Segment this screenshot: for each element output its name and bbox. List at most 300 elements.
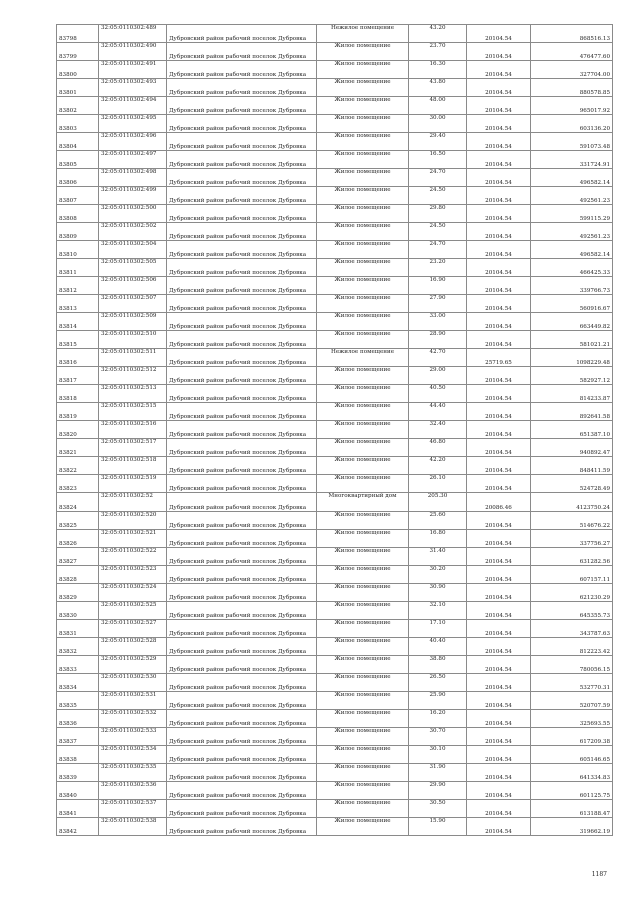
area-cell: 31.40 xyxy=(409,548,467,566)
address-cell: Дубровский район рабочий поселок Дубровка xyxy=(167,277,317,295)
cadastral-number-cell: 32:05:0110302:529 xyxy=(99,656,167,674)
object-type-cell: Жилое помещение xyxy=(317,241,409,259)
cadastral-value-cell: 327704.00 xyxy=(531,61,613,79)
area-cell: 33.00 xyxy=(409,313,467,331)
cadastral-number-cell: 32:05:0110302:515 xyxy=(99,403,167,421)
row-number-cell: 83805 xyxy=(57,151,99,169)
cadastral-value-cell: 617209.38 xyxy=(531,728,613,746)
cadastral-value-cell: 1098229.48 xyxy=(531,349,613,367)
cadastral-value-cell: 337756.27 xyxy=(531,530,613,548)
address-cell: Дубровский район рабочий поселок Дубровка xyxy=(167,61,317,79)
registry-rows xyxy=(57,25,613,836)
cadastral-value-cell: 343787.63 xyxy=(531,620,613,638)
cadastral-value-cell: 868516.13 xyxy=(531,25,613,43)
area-cell: 31.90 xyxy=(409,764,467,782)
unit-price-cell: 20104.54 xyxy=(467,169,531,187)
row-number-cell: 83837 xyxy=(57,728,99,746)
object-type-cell: Многоквартирный дом xyxy=(317,493,409,512)
cadastral-value-cell: 603136.20 xyxy=(531,115,613,133)
object-type-cell: Жилое помещение xyxy=(317,475,409,493)
area-cell: 16.80 xyxy=(409,530,467,548)
cadastral-value-cell: 965017.92 xyxy=(531,97,613,115)
cadastral-value-cell: 466425.33 xyxy=(531,259,613,277)
cadastral-number-cell: 32:05:0110302:499 xyxy=(99,187,167,205)
table-row xyxy=(57,512,613,530)
page-number: 1187 xyxy=(591,871,607,878)
address-cell: Дубровский район рабочий поселок Дубровка xyxy=(167,692,317,710)
table-row xyxy=(57,620,613,638)
row-number-cell: 83817 xyxy=(57,367,99,385)
unit-price-cell: 20104.54 xyxy=(467,205,531,223)
address-cell: Дубровский район рабочий поселок Дубровка xyxy=(167,602,317,620)
address-cell: Дубровский район рабочий поселок Дубровка xyxy=(167,710,317,728)
object-type-cell: Жилое помещение xyxy=(317,223,409,241)
cadastral-number-cell: 32:05:0110302:517 xyxy=(99,439,167,457)
object-type-cell: Жилое помещение xyxy=(317,295,409,313)
address-cell: Дубровский район рабочий поселок Дубровка xyxy=(167,638,317,656)
row-number-cell: 83804 xyxy=(57,133,99,151)
object-type-cell: Жилое помещение xyxy=(317,385,409,403)
unit-price-cell: 20104.54 xyxy=(467,620,531,638)
area-cell: 23.70 xyxy=(409,43,467,61)
unit-price-cell: 20104.54 xyxy=(467,530,531,548)
address-cell: Дубровский район рабочий поселок Дубровка xyxy=(167,313,317,331)
row-number-cell: 83811 xyxy=(57,259,99,277)
table-row xyxy=(57,439,613,457)
cadastral-number-cell: 32:05:0110302:493 xyxy=(99,79,167,97)
cadastral-value-cell: 532770.31 xyxy=(531,674,613,692)
table-row xyxy=(57,169,613,187)
cadastral-number-cell: 32:05:0110302:495 xyxy=(99,115,167,133)
table-row xyxy=(57,259,613,277)
object-type-cell: Жилое помещение xyxy=(317,764,409,782)
address-cell: Дубровский район рабочий поселок Дубровка xyxy=(167,620,317,638)
table-row xyxy=(57,151,613,169)
unit-price-cell: 20104.54 xyxy=(467,277,531,295)
unit-price-cell: 25719.65 xyxy=(467,349,531,367)
cadastral-number-cell: 32:05:0110302:500 xyxy=(99,205,167,223)
unit-price-cell: 20104.54 xyxy=(467,475,531,493)
area-cell: 44.40 xyxy=(409,403,467,421)
cadastral-number-cell: 32:05:0110302:511 xyxy=(99,349,167,367)
address-cell: Дубровский район рабочий поселок Дубровка xyxy=(167,764,317,782)
table-row xyxy=(57,548,613,566)
area-cell: 16.30 xyxy=(409,61,467,79)
table-row xyxy=(57,349,613,367)
cadastral-number-cell: 32:05:0110302:513 xyxy=(99,385,167,403)
unit-price-cell: 20104.54 xyxy=(467,710,531,728)
row-number-cell: 83812 xyxy=(57,277,99,295)
table-row xyxy=(57,133,613,151)
object-type-cell: Жилое помещение xyxy=(317,530,409,548)
unit-price-cell: 20104.54 xyxy=(467,151,531,169)
table-row xyxy=(57,530,613,548)
address-cell: Дубровский район рабочий поселок Дубровка xyxy=(167,241,317,259)
unit-price-cell: 20104.54 xyxy=(467,584,531,602)
address-cell: Дубровский район рабочий поселок Дубровка xyxy=(167,421,317,439)
table-row xyxy=(57,313,613,331)
object-type-cell: Жилое помещение xyxy=(317,692,409,710)
cadastral-value-cell: 591073.48 xyxy=(531,133,613,151)
area-cell: 23.20 xyxy=(409,259,467,277)
area-cell: 24.50 xyxy=(409,223,467,241)
object-type-cell: Жилое помещение xyxy=(317,115,409,133)
table-row xyxy=(57,79,613,97)
address-cell: Дубровский район рабочий поселок Дубровка xyxy=(167,403,317,421)
area-cell: 16.90 xyxy=(409,277,467,295)
row-number-cell: 83824 xyxy=(57,493,99,512)
cadastral-value-cell: 496582.14 xyxy=(531,241,613,259)
unit-price-cell: 20104.54 xyxy=(467,97,531,115)
object-type-cell: Жилое помещение xyxy=(317,728,409,746)
address-cell: Дубровский район рабочий поселок Дубровка xyxy=(167,205,317,223)
object-type-cell: Нежилое помещение xyxy=(317,25,409,43)
table-row xyxy=(57,61,613,79)
unit-price-cell: 20104.54 xyxy=(467,602,531,620)
row-number-cell: 83839 xyxy=(57,764,99,782)
cadastral-value-cell: 848411.59 xyxy=(531,457,613,475)
cadastral-number-cell: 32:05:0110302:512 xyxy=(99,367,167,385)
address-cell: Дубровский район рабочий поселок Дубровка xyxy=(167,548,317,566)
object-type-cell: Жилое помещение xyxy=(317,638,409,656)
object-type-cell: Жилое помещение xyxy=(317,367,409,385)
cadastral-number-cell: 32:05:0110302:519 xyxy=(99,475,167,493)
row-number-cell: 83814 xyxy=(57,313,99,331)
address-cell: Дубровский район рабочий поселок Дубровка xyxy=(167,385,317,403)
cadastral-value-cell: 339766.73 xyxy=(531,277,613,295)
area-cell: 46.80 xyxy=(409,439,467,457)
area-cell: 16.50 xyxy=(409,151,467,169)
row-number-cell: 83833 xyxy=(57,656,99,674)
table-row xyxy=(57,43,613,61)
cadastral-number-cell: 32:05:0110302:528 xyxy=(99,638,167,656)
table-row xyxy=(57,403,613,421)
area-cell: 43.80 xyxy=(409,79,467,97)
cadastral-value-cell: 663449.82 xyxy=(531,313,613,331)
area-cell: 26.50 xyxy=(409,674,467,692)
address-cell: Дубровский район рабочий поселок Дубровка xyxy=(167,331,317,349)
address-cell: Дубровский район рабочий поселок Дубровка xyxy=(167,656,317,674)
cadastral-value-cell: 492561.23 xyxy=(531,187,613,205)
unit-price-cell: 20104.54 xyxy=(467,566,531,584)
address-cell: Дубровский район рабочий поселок Дубровка xyxy=(167,187,317,205)
unit-price-cell: 20104.54 xyxy=(467,692,531,710)
row-number-cell: 83828 xyxy=(57,566,99,584)
area-cell: 26.10 xyxy=(409,475,467,493)
area-cell: 17.10 xyxy=(409,620,467,638)
cadastral-value-cell: 605146.65 xyxy=(531,746,613,764)
cadastral-value-cell: 319662.19 xyxy=(531,818,613,836)
cadastral-value-cell: 560916.67 xyxy=(531,295,613,313)
cadastral-number-cell: 32:05:0110302:522 xyxy=(99,548,167,566)
row-number-cell: 83808 xyxy=(57,205,99,223)
address-cell: Дубровский район рабочий поселок Дубровка xyxy=(167,746,317,764)
area-cell: 29.40 xyxy=(409,133,467,151)
cadastral-number-cell: 32:05:0110302:535 xyxy=(99,764,167,782)
table-row xyxy=(57,367,613,385)
address-cell: Дубровский район рабочий поселок Дубровка xyxy=(167,800,317,818)
table-row xyxy=(57,800,613,818)
cadastral-number-cell: 32:05:0110302:532 xyxy=(99,710,167,728)
cadastral-number-cell: 32:05:0110302:520 xyxy=(99,512,167,530)
cadastral-number-cell: 32:05:0110302:527 xyxy=(99,620,167,638)
unit-price-cell: 20104.54 xyxy=(467,61,531,79)
cadastral-number-cell: 32:05:0110302:502 xyxy=(99,223,167,241)
address-cell: Дубровский район рабочий поселок Дубровка xyxy=(167,584,317,602)
cadastral-value-cell: 331724.91 xyxy=(531,151,613,169)
area-cell: 28.90 xyxy=(409,331,467,349)
row-number-cell: 83800 xyxy=(57,61,99,79)
cadastral-number-cell: 32:05:0110302:530 xyxy=(99,674,167,692)
table-row xyxy=(57,818,613,836)
object-type-cell: Жилое помещение xyxy=(317,584,409,602)
cadastral-number-cell: 32:05:0110302:536 xyxy=(99,782,167,800)
area-cell: 24.70 xyxy=(409,241,467,259)
object-type-cell: Жилое помещение xyxy=(317,259,409,277)
area-cell: 29.90 xyxy=(409,782,467,800)
address-cell: Дубровский район рабочий поселок Дубровка xyxy=(167,25,317,43)
row-number-cell: 83799 xyxy=(57,43,99,61)
cadastral-value-cell: 613188.47 xyxy=(531,800,613,818)
area-cell: 27.90 xyxy=(409,295,467,313)
cadastral-number-cell: 32:05:0110302:490 xyxy=(99,43,167,61)
area-cell: 25.90 xyxy=(409,692,467,710)
address-cell: Дубровский район рабочий поселок Дубровка xyxy=(167,367,317,385)
area-cell: 43.20 xyxy=(409,25,467,43)
row-number-cell: 83821 xyxy=(57,439,99,457)
unit-price-cell: 20104.54 xyxy=(467,187,531,205)
address-cell: Дубровский район рабочий поселок Дубровка xyxy=(167,782,317,800)
area-cell: 40.50 xyxy=(409,385,467,403)
cadastral-value-cell: 880578.85 xyxy=(531,79,613,97)
area-cell: 24.70 xyxy=(409,169,467,187)
object-type-cell: Жилое помещение xyxy=(317,602,409,620)
address-cell: Дубровский район рабочий поселок Дубровка xyxy=(167,818,317,836)
unit-price-cell: 20104.54 xyxy=(467,403,531,421)
address-cell: Дубровский район рабочий поселок Дубровка xyxy=(167,79,317,97)
unit-price-cell: 20104.54 xyxy=(467,25,531,43)
object-type-cell: Жилое помещение xyxy=(317,187,409,205)
table-row xyxy=(57,692,613,710)
unit-price-cell: 20104.54 xyxy=(467,385,531,403)
unit-price-cell: 20104.54 xyxy=(467,79,531,97)
object-type-cell: Жилое помещение xyxy=(317,331,409,349)
unit-price-cell: 20104.54 xyxy=(467,223,531,241)
row-number-cell: 83832 xyxy=(57,638,99,656)
cadastral-number-cell: 32:05:0110302:524 xyxy=(99,584,167,602)
area-cell: 30.70 xyxy=(409,728,467,746)
area-cell: 32.10 xyxy=(409,602,467,620)
object-type-cell: Жилое помещение xyxy=(317,43,409,61)
cadastral-value-cell: 814233.87 xyxy=(531,385,613,403)
table-row xyxy=(57,25,613,43)
table-row xyxy=(57,385,613,403)
area-cell: 42.70 xyxy=(409,349,467,367)
cadastral-value-cell: 582927.12 xyxy=(531,367,613,385)
cadastral-number-cell: 32:05:0110302:489 xyxy=(99,25,167,43)
table-row xyxy=(57,457,613,475)
area-cell: 30.20 xyxy=(409,566,467,584)
object-type-cell: Жилое помещение xyxy=(317,656,409,674)
row-number-cell: 83813 xyxy=(57,295,99,313)
address-cell: Дубровский район рабочий поселок Дубровка xyxy=(167,493,317,512)
cadastral-value-cell: 4123750.24 xyxy=(531,493,613,512)
cadastral-number-cell: 32:05:0110302:523 xyxy=(99,566,167,584)
object-type-cell: Жилое помещение xyxy=(317,151,409,169)
unit-price-cell: 20104.54 xyxy=(467,115,531,133)
cadastral-number-cell: 32:05:0110302:538 xyxy=(99,818,167,836)
area-cell: 29.80 xyxy=(409,205,467,223)
cadastral-number-cell: 32:05:0110302:521 xyxy=(99,530,167,548)
row-number-cell: 83825 xyxy=(57,512,99,530)
object-type-cell: Жилое помещение xyxy=(317,79,409,97)
object-type-cell: Жилое помещение xyxy=(317,169,409,187)
unit-price-cell: 20104.54 xyxy=(467,295,531,313)
object-type-cell: Нежилое помещение xyxy=(317,349,409,367)
table-row xyxy=(57,656,613,674)
table-row xyxy=(57,331,613,349)
row-number-cell: 83841 xyxy=(57,800,99,818)
object-type-cell: Жилое помещение xyxy=(317,620,409,638)
address-cell: Дубровский район рабочий поселок Дубровка xyxy=(167,530,317,548)
object-type-cell: Жилое помещение xyxy=(317,439,409,457)
area-cell: 30.50 xyxy=(409,800,467,818)
cadastral-value-cell: 496582.14 xyxy=(531,169,613,187)
cadastral-number-cell: 32:05:0110302:496 xyxy=(99,133,167,151)
area-cell: 29.00 xyxy=(409,367,467,385)
cadastral-number-cell: 32:05:0110302:494 xyxy=(99,97,167,115)
unit-price-cell: 20104.54 xyxy=(467,512,531,530)
address-cell: Дубровский район рабочий поселок Дубровка xyxy=(167,133,317,151)
row-number-cell: 83810 xyxy=(57,241,99,259)
row-number-cell: 83819 xyxy=(57,403,99,421)
row-number-cell: 83826 xyxy=(57,530,99,548)
area-cell: 32.40 xyxy=(409,421,467,439)
unit-price-cell: 20104.54 xyxy=(467,818,531,836)
object-type-cell: Жилое помещение xyxy=(317,133,409,151)
unit-price-cell: 20104.54 xyxy=(467,241,531,259)
table-row xyxy=(57,493,613,512)
table-row xyxy=(57,566,613,584)
address-cell: Дубровский район рабочий поселок Дубровка xyxy=(167,457,317,475)
address-cell: Дубровский район рабочий поселок Дубровка xyxy=(167,259,317,277)
row-number-cell: 83802 xyxy=(57,97,99,115)
unit-price-cell: 20104.54 xyxy=(467,133,531,151)
address-cell: Дубровский район рабочий поселок Дубровка xyxy=(167,475,317,493)
cadastral-value-cell: 520707.59 xyxy=(531,692,613,710)
row-number-cell: 83831 xyxy=(57,620,99,638)
row-number-cell: 83830 xyxy=(57,602,99,620)
table-row xyxy=(57,421,613,439)
unit-price-cell: 20104.54 xyxy=(467,548,531,566)
address-cell: Дубровский район рабочий поселок Дубровка xyxy=(167,439,317,457)
cadastral-value-cell: 607157.11 xyxy=(531,566,613,584)
address-cell: Дубровский район рабочий поселок Дубровка xyxy=(167,43,317,61)
row-number-cell: 83835 xyxy=(57,692,99,710)
cadastral-value-cell: 325693.55 xyxy=(531,710,613,728)
table-row xyxy=(57,223,613,241)
cadastral-number-cell: 32:05:0110302:534 xyxy=(99,746,167,764)
unit-price-cell: 20104.54 xyxy=(467,764,531,782)
cadastral-number-cell: 32:05:0110302:507 xyxy=(99,295,167,313)
cadastral-number-cell: 32:05:0110302:497 xyxy=(99,151,167,169)
cadastral-number-cell: 32:05:0110302:509 xyxy=(99,313,167,331)
unit-price-cell: 20104.54 xyxy=(467,457,531,475)
area-cell: 25.60 xyxy=(409,512,467,530)
cadastral-value-cell: 492561.23 xyxy=(531,223,613,241)
unit-price-cell: 20104.54 xyxy=(467,800,531,818)
row-number-cell: 83829 xyxy=(57,584,99,602)
cadastral-value-cell: 514676.22 xyxy=(531,512,613,530)
unit-price-cell: 20104.54 xyxy=(467,331,531,349)
cadastral-number-cell: 32:05:0110302:510 xyxy=(99,331,167,349)
unit-price-cell: 20104.54 xyxy=(467,421,531,439)
cadastral-number-cell: 32:05:0110302:516 xyxy=(99,421,167,439)
area-cell: 15.90 xyxy=(409,818,467,836)
unit-price-cell: 20104.54 xyxy=(467,656,531,674)
table-row xyxy=(57,205,613,223)
table-row xyxy=(57,97,613,115)
unit-price-cell: 20104.54 xyxy=(467,439,531,457)
cadastral-value-cell: 631282.56 xyxy=(531,548,613,566)
cadastral-number-cell: 32:05:0110302:506 xyxy=(99,277,167,295)
address-cell: Дубровский район рабочий поселок Дубровка xyxy=(167,97,317,115)
table-row xyxy=(57,782,613,800)
object-type-cell: Жилое помещение xyxy=(317,457,409,475)
table-row xyxy=(57,475,613,493)
area-cell: 42.20 xyxy=(409,457,467,475)
row-number-cell: 83816 xyxy=(57,349,99,367)
unit-price-cell: 20104.54 xyxy=(467,746,531,764)
area-cell: 30.10 xyxy=(409,746,467,764)
unit-price-cell: 20104.54 xyxy=(467,728,531,746)
object-type-cell: Жилое помещение xyxy=(317,710,409,728)
address-cell: Дубровский район рабочий поселок Дубровка xyxy=(167,512,317,530)
row-number-cell: 83801 xyxy=(57,79,99,97)
cadastral-number-cell: 32:05:0110302:525 xyxy=(99,602,167,620)
unit-price-cell: 20104.54 xyxy=(467,674,531,692)
area-cell: 38.80 xyxy=(409,656,467,674)
address-cell: Дубровский район рабочий поселок Дубровка xyxy=(167,223,317,241)
unit-price-cell: 20104.54 xyxy=(467,43,531,61)
table-row xyxy=(57,728,613,746)
row-number-cell: 83827 xyxy=(57,548,99,566)
cadastral-number-cell: 32:05:0110302:498 xyxy=(99,169,167,187)
object-type-cell: Жилое помещение xyxy=(317,566,409,584)
row-number-cell: 83822 xyxy=(57,457,99,475)
address-cell: Дубровский район рабочий поселок Дубровка xyxy=(167,151,317,169)
table-row xyxy=(57,710,613,728)
row-number-cell: 83823 xyxy=(57,475,99,493)
object-type-cell: Жилое помещение xyxy=(317,512,409,530)
address-cell: Дубровский район рабочий поселок Дубровка xyxy=(167,115,317,133)
row-number-cell: 83838 xyxy=(57,746,99,764)
object-type-cell: Жилое помещение xyxy=(317,746,409,764)
unit-price-cell: 20104.54 xyxy=(467,313,531,331)
table-row xyxy=(57,187,613,205)
row-number-cell: 83798 xyxy=(57,25,99,43)
table-row xyxy=(57,674,613,692)
unit-price-cell: 20104.54 xyxy=(467,638,531,656)
table-row xyxy=(57,115,613,133)
row-number-cell: 83806 xyxy=(57,169,99,187)
object-type-cell: Жилое помещение xyxy=(317,403,409,421)
object-type-cell: Жилое помещение xyxy=(317,421,409,439)
cadastral-value-cell: 621230.29 xyxy=(531,584,613,602)
table-row xyxy=(57,277,613,295)
cadastral-value-cell: 645355.73 xyxy=(531,602,613,620)
row-number-cell: 83840 xyxy=(57,782,99,800)
